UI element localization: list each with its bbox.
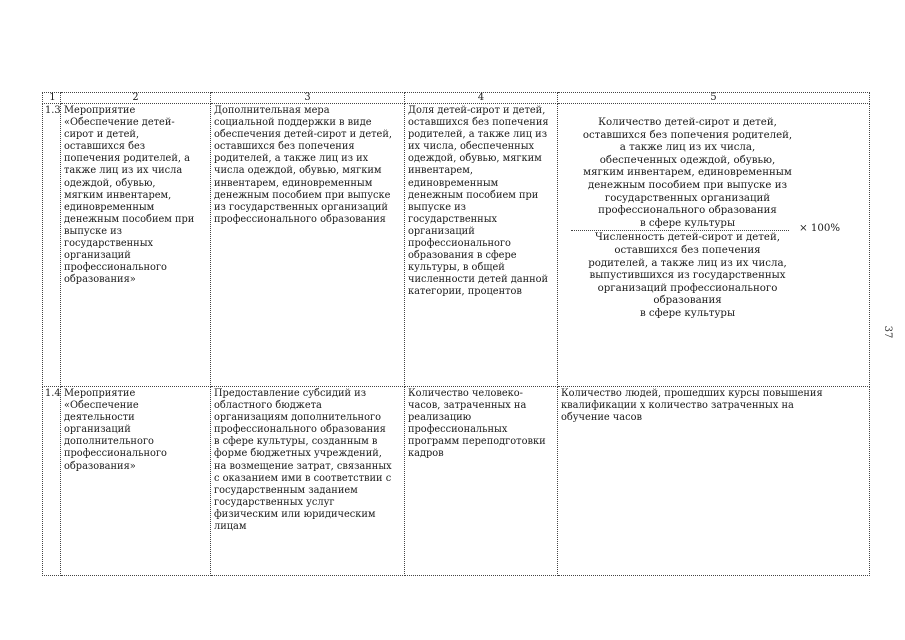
header-col-4: 4 [405,93,558,104]
table-row [43,387,870,576]
fraction-bar [561,223,844,235]
indicator-name: Количество человеко- часов, затраченных на реализацию профессиональных программ переподготовки кадров [405,387,558,576]
indicator-name: Доля детей-сирот и детей, оставшихся без попечения родителей, а также лиц из их числа, обеспеченных одеждой, обувью, мягким инвентарем, единовременным денежным пособием при выпуске из государственных организаций профессионального образования в сфере культуры, в общей численности детей данной категории, процентов [405,104,558,387]
event-name: Мероприятие «Обеспечение деятельности организаций дополнительного профессионального образования» [61,387,211,576]
header-col-5: 5 [558,93,870,104]
page-number: 37 [882,325,893,339]
fraction-line [571,230,789,231]
event-description: Предоставление субсидий из областного бюджета организациям дополнительного профессионального образования в сфере культуры, созданным в форме бюджетных учреждений, на возмещение затрат, связанных с оказанием ими в соответствии с государственным заданием государственных услуг физическим или юридическим лицам [211,387,405,576]
header-col-1: 1 [43,93,61,104]
program-table [42,92,870,576]
formula-multiplier: × 100% [799,223,840,235]
row-number: 1.3 [43,104,61,387]
calculation-method: Количество людей, прошедших курсы повышения квалификации х количество затраченных на обучение часов [558,387,870,576]
fraction-formula [561,117,844,321]
table-row [43,104,870,387]
calculation-formula-cell [558,104,870,387]
event-name: Мероприятие «Обеспечение детей- сирот и детей, оставшихся без попечения родителей, а также лиц из их числа одеждой, обувью, мягким инвентарем, единовременным денежным пособием при выпуске из государственных организаций профессионального образования» [61,104,211,387]
row-number: 1.4 [43,387,61,576]
formula-denominator: Численность детей-сирот и детей, оставшихся без попечения родителей, а также лиц из их числа, выпустившихся из государственных организаций профессионального образования в сфере культуры [588,232,787,319]
formula-numerator: Количество детей-сирот и детей, оставшихся без попечения родителей, а также лиц из их числа, обеспеченных одеждой, обувью, мягким инвентарем, единовременным денежным пособием при выпуске из государственных организаций профессионального образования в сфере культуры [582,117,793,229]
table-header-row [43,93,870,104]
header-col-3: 3 [211,93,405,104]
header-col-2: 2 [61,93,211,104]
event-description: Дополнительная мера социальной поддержки в виде обеспечения детей-сирот и детей, оставшихся без попечения родителей, а также лиц из их числа одеждой, обувью, мягким инвентарем, единовременным денежным пособием при выпуске из государственных организаций профессионального образования [211,104,405,387]
